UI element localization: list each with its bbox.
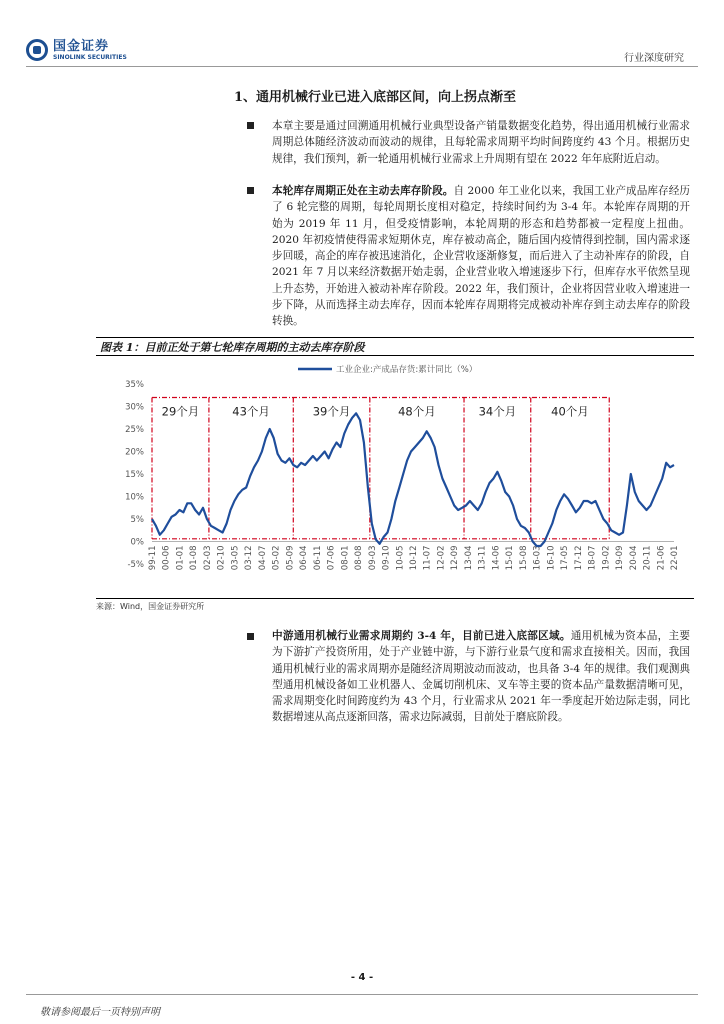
x-tick-label: 03-05 bbox=[230, 545, 241, 571]
x-tick-label: 01-01 bbox=[175, 545, 186, 571]
x-tick-label: 09-10 bbox=[381, 545, 392, 571]
inventory-cycle-chart bbox=[96, 356, 694, 596]
y-tick-label: 0% bbox=[130, 537, 144, 548]
x-tick-label: 17-12 bbox=[573, 545, 584, 571]
x-tick-label: 05-02 bbox=[271, 545, 282, 571]
paragraph-1 bbox=[272, 118, 690, 167]
page-number: - 4 - bbox=[350, 972, 374, 983]
x-tick-label: 12-02 bbox=[436, 545, 447, 571]
legend-label: 工业企业:产成品存货:累计同比（%） bbox=[336, 365, 478, 375]
x-tick-label: 06-04 bbox=[299, 545, 310, 571]
y-tick-label: 10% bbox=[125, 492, 144, 503]
chart-legend bbox=[298, 364, 477, 375]
x-tick-label: 07-06 bbox=[326, 545, 337, 571]
x-tick-label: 09-03 bbox=[367, 545, 378, 571]
x-tick-label: 15-08 bbox=[518, 545, 529, 571]
x-tick-label: 16-10 bbox=[546, 545, 557, 571]
x-tick-label: 02-10 bbox=[216, 545, 227, 571]
x-tick-label: 22-01 bbox=[670, 545, 680, 571]
cycle-markers bbox=[152, 398, 609, 539]
x-tick-label: 08-01 bbox=[340, 545, 351, 571]
x-tick-label: 02-03 bbox=[202, 545, 213, 571]
bullet-3 bbox=[247, 633, 254, 640]
bullet-1 bbox=[247, 122, 254, 129]
cycle-label: 39个月 bbox=[312, 404, 351, 419]
y-tick-label: 35% bbox=[125, 380, 144, 390]
x-tick-label: 18-07 bbox=[587, 545, 598, 571]
logo-cn-text: 国金证券 bbox=[53, 38, 110, 54]
footer-divider bbox=[26, 994, 698, 995]
paragraph-2-lead: 本轮库存周期正处在主动去库存阶段。 bbox=[272, 185, 454, 197]
x-tick-label: 01-08 bbox=[189, 545, 200, 571]
y-tick-label: 30% bbox=[125, 402, 144, 413]
x-tick-label: 13-11 bbox=[477, 545, 488, 571]
cycle-label: 29个月 bbox=[161, 404, 200, 419]
x-tick-label: 10-12 bbox=[409, 545, 419, 571]
report-category: 行业深度研究 bbox=[624, 53, 684, 64]
logo-mark-icon bbox=[26, 39, 48, 61]
x-tick-label: 00-06 bbox=[161, 545, 172, 571]
x-tick-label: 20-04 bbox=[628, 545, 639, 571]
x-tick-label: 06-11 bbox=[312, 545, 323, 571]
x-tick-label: 14-06 bbox=[491, 545, 502, 571]
x-tick-label: 05-09 bbox=[285, 545, 296, 571]
x-tick-label: 08-08 bbox=[354, 545, 365, 571]
paragraph-3 bbox=[272, 628, 690, 726]
section-title: 1、通用机械行业已进入底部区间，向上拐点渐至 bbox=[234, 90, 517, 105]
y-tick-label: 15% bbox=[125, 470, 144, 480]
y-tick-label: 5% bbox=[130, 515, 144, 525]
x-tick-label: 15-01 bbox=[505, 545, 516, 571]
x-tick-label: 04-07 bbox=[257, 545, 268, 571]
series-line-inventory bbox=[152, 413, 674, 546]
x-tick-label: 17-05 bbox=[560, 545, 571, 571]
x-tick-label: 16-03 bbox=[532, 545, 543, 571]
cycle-label: 40个月 bbox=[551, 404, 589, 419]
company-logo bbox=[26, 39, 127, 61]
x-tick-label: 19-02 bbox=[601, 545, 612, 571]
paragraph-3-text: 通用机械为资本品，主要为下游扩产投资所用，处于产业链中游，与下游行业景气度和需求直接相关。因而，我国通用机械行业的需求周期亦是随经济周期波动而波动，也具备 3-4 年的规律。我们观测典型通用机械设备如工业机器人、金属切削机床、叉车等主要的资本品产量数据清晰可见，需求周期变化时间跨度约为 43 个月，行业需求从 2021 年一季度起开始边际走弱，同比数据增速从高点逐渐回落，需求边际减弱，目前处于磨底阶段。 bbox=[272, 630, 690, 724]
x-tick-label: 13-04 bbox=[463, 545, 474, 571]
footer-disclaimer: 敬请参阅最后一页特别声明 bbox=[40, 1007, 160, 1018]
figure-title: 图表 1：目前正处于第七轮库存周期的主动去库存阶段 bbox=[100, 341, 365, 354]
x-tick-label: 99-11 bbox=[148, 545, 158, 571]
bullet-2 bbox=[247, 187, 254, 194]
cycle-label: 43个月 bbox=[232, 404, 270, 419]
paragraph-3-lead: 中游通用机械行业需求周期约 3-4 年，目前已进入底部区域。 bbox=[272, 630, 571, 642]
y-tick-label: 25% bbox=[125, 425, 144, 435]
logo-en-text: SINOLINK SECURITIES bbox=[53, 53, 127, 61]
x-tick-label: 20-11 bbox=[642, 545, 653, 571]
paragraph-2-text: 自 2000 年工业化以来，我国工业产成品库存经历了 6 轮完整的周期，每轮周期长度相对稳定，持续时间约为 3-4 年。本轮库存周期的开始为 2019 年 11 月，但受疫情影响，本轮周期的形态和趋势都被一定程度上扭曲。2020 年初疫情使得需求短期休克，库存被动高企，随后国内疫情得到控制，国内需求逐步回暖，高企的库存被迅速消化，企业营收逐渐修复，而后进入了主动补库存的阶段，自 2021 年 7 月以来经济数据开始走弱，企业营业收入增速逐步下行，但库存水平依然呈现上升态势，开始进入被动补库存阶段。2022 年，我们预计，企业将因营业收入增速进一步下降，从而选择主动去库存，因而本轮库存周期将完成被动补库存到主动去库存的阶段转换。 bbox=[272, 185, 690, 328]
x-tick-label: 21-06 bbox=[656, 545, 667, 571]
paragraph-1-text: 本章主要是通过回溯通用机械行业典型设备产销量数据变化趋势，得出通用机械行业需求周期总体随经济波动而波动的规律，且每轮需求周期平均时间跨度约 43 个月。根据历史规律，我们预判，新一轮通用机械行业需求上升周期有望在 2022 年年底附近启动。 bbox=[272, 120, 690, 165]
header-divider bbox=[26, 66, 698, 67]
x-tick-label: 19-09 bbox=[615, 545, 626, 571]
paragraph-2 bbox=[272, 183, 690, 330]
figure-bottom-rule bbox=[96, 598, 694, 599]
x-tick-label: 10-05 bbox=[395, 545, 406, 571]
x-axis bbox=[148, 546, 680, 571]
x-tick-label: 12-09 bbox=[450, 545, 461, 571]
y-tick-label: -5% bbox=[127, 560, 144, 570]
y-tick-label: 20% bbox=[125, 447, 144, 458]
cycle-label: 48个月 bbox=[398, 404, 436, 419]
x-tick-label: 03-12 bbox=[244, 545, 255, 571]
cycle-label: 34个月 bbox=[478, 404, 517, 419]
x-tick-label: 11-07 bbox=[422, 545, 433, 571]
figure-source: 来源：Wind，国金证券研究所 bbox=[96, 602, 205, 611]
